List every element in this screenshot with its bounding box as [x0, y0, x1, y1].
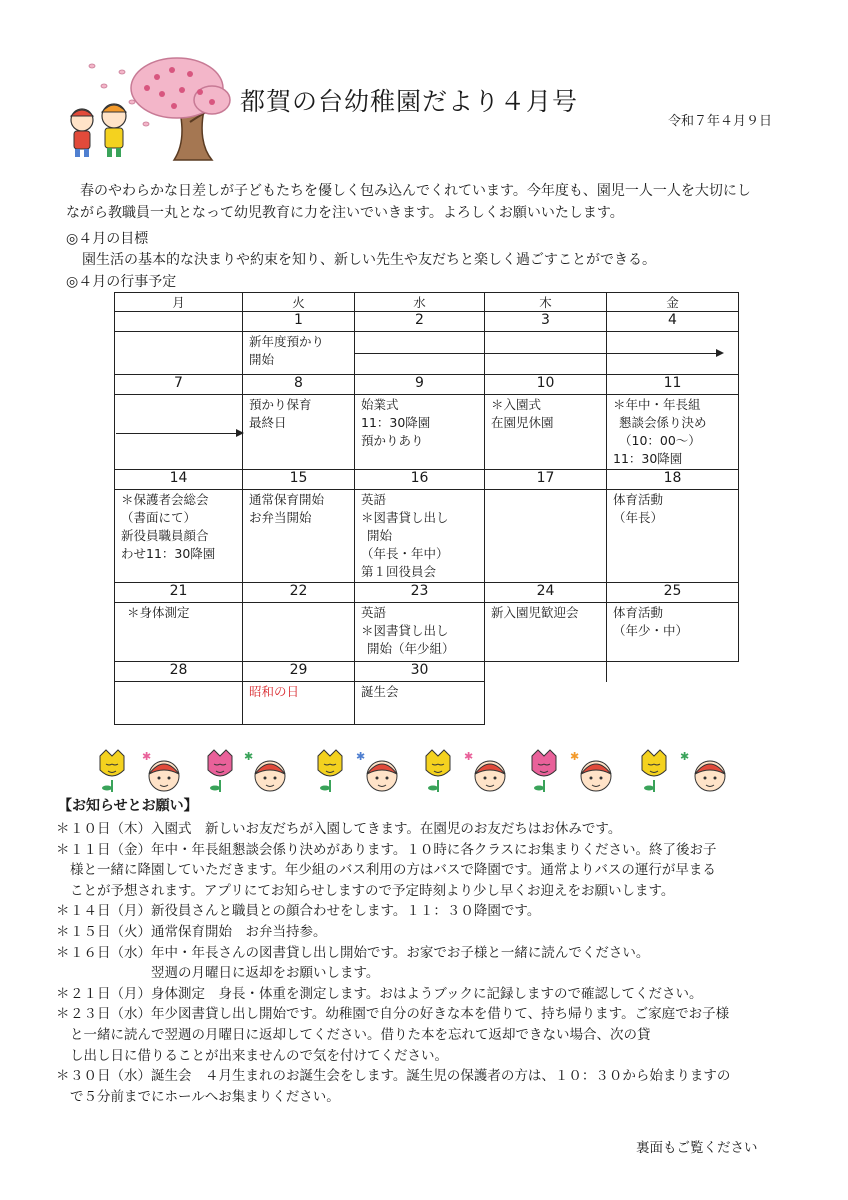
notice-line: ２１日（月）身体測定 身長・体重を測定します。おはようブックに記録しますので確認してください。: [70, 985, 703, 1002]
event-line: 11：30降園: [613, 451, 683, 466]
event-line: ＊図書貸し出し: [361, 623, 449, 638]
date-cell: 24: [485, 583, 607, 603]
weekday-thu: 木: [485, 293, 607, 312]
page-title: 都賀の台幼稚園だより４月号: [240, 87, 579, 116]
bullet-star: ＊: [56, 821, 70, 837]
notice-line: 様と一緒に降園していただきます。年少組のバス利用の方はバスで降園です。通常よりバスの運行が早まる: [70, 862, 716, 879]
notice-line: ことが予想されます。アプリにてお知らせしますので予定時刻より少し早くお迎えをお願いします。: [70, 882, 675, 899]
notice-item: [56, 984, 798, 1005]
svg-text:✱: ✱: [680, 750, 690, 763]
date-row: [115, 312, 739, 332]
notice-line: し出し日に借りることが出来ませんので気を付けてください。: [70, 1047, 448, 1064]
date-cell: 14: [115, 470, 243, 490]
event-cell: [243, 395, 355, 470]
decorative-border: [94, 748, 754, 794]
event-line: 在園児休園: [491, 415, 554, 430]
weekday-header-row: [115, 293, 739, 312]
notice-item: [56, 901, 798, 922]
notice-item: [56, 1066, 798, 1107]
date-row: [115, 470, 739, 490]
notice-line: ２３日（水）年少図書貸し出し開始です。幼稚園で自分の好きな本を借りて、持ち帰ります。ご家庭でお子様: [70, 1006, 730, 1023]
event-line: （年長・年中）: [361, 546, 449, 561]
svg-text:✱: ✱: [244, 750, 254, 763]
child-face-icon: [475, 761, 505, 791]
date-cell: 16: [355, 470, 485, 490]
event-cell: [115, 603, 243, 662]
tulip-face-icon: [100, 750, 124, 792]
notice-item: [56, 819, 798, 840]
event-cell: [355, 603, 485, 662]
child-face-icon: [255, 761, 285, 791]
event-line: 通常保育開始: [249, 492, 325, 507]
notice-line: で５分前までにホールへお集まりください。: [70, 1088, 340, 1105]
event-cell: [115, 395, 243, 470]
date-cell: 10: [485, 375, 607, 395]
event-line: ＊身体測定: [127, 605, 190, 620]
footer-note: 裏面もご覧ください: [636, 1140, 758, 1156]
svg-text:✱: ✱: [464, 750, 474, 763]
notices-list: [56, 819, 798, 1107]
event-line: 誕生会: [361, 684, 399, 699]
event-cell: [115, 332, 243, 375]
notice-item: [56, 840, 798, 902]
date-cell: 3: [485, 312, 607, 332]
event-calendar: [114, 292, 739, 725]
date-cell: 9: [355, 375, 485, 395]
goal-text: 園生活の基本的な決まりや約束を知り、新しい先生や友だちと楽しく過ごすことができる。: [82, 252, 656, 268]
bullet-star: ＊: [56, 1068, 70, 1085]
continuation-arrow: [116, 433, 242, 434]
event-line: ＊入園式: [491, 397, 542, 412]
bullet-star: ＊: [56, 903, 70, 920]
weekday-fri: 金: [607, 293, 739, 312]
date-cell: 25: [607, 583, 739, 603]
goal-heading: ◎４月の目標: [66, 231, 149, 247]
empty-cell: [485, 682, 607, 725]
weekday-mon: 月: [115, 293, 243, 312]
intro-paragraph: [66, 180, 786, 224]
empty-cell: [607, 682, 739, 725]
event-line: ＊年中・年長組: [613, 397, 701, 412]
event-cell: [607, 490, 739, 583]
bullet-star: ＊: [56, 923, 70, 940]
child-face-icon: [367, 761, 397, 791]
event-line: お弁当開始: [249, 510, 312, 525]
bullet-star: ＊: [56, 1006, 70, 1023]
event-cell: [485, 490, 607, 583]
event-cell: [485, 603, 607, 662]
bullet-star: ＊: [56, 944, 70, 961]
svg-text:✱: ✱: [142, 750, 152, 763]
notice-item: [56, 1004, 798, 1066]
event-row: [115, 395, 739, 470]
event-cell: [355, 682, 485, 725]
issue-date: 令和７年４月９日: [668, 114, 773, 129]
tulip-face-icon: [642, 750, 666, 792]
continuation-arrow: [354, 353, 722, 354]
event-line: 英語: [361, 492, 387, 507]
event-row: [115, 682, 739, 725]
event-cell: [607, 603, 739, 662]
intro-line: 春のやわらかな日差しが子どもたちを優しく包み込んでくれています。今年度も、園児一人一人を大切にし: [80, 183, 751, 199]
event-line: 新年度預かり: [249, 334, 325, 349]
date-cell: 7: [115, 375, 243, 395]
notices-heading: 【お知らせとお願い】: [58, 798, 198, 814]
notice-item: [56, 943, 798, 984]
notice-line: １６日（水）年中・年長さんの図書貸し出し開始です。お家でお子様と一緒に読んでください。: [70, 944, 650, 961]
event-line: 第１回役員会: [361, 564, 437, 579]
children-icon: [71, 104, 126, 157]
event-line: （10：00〜）: [619, 433, 701, 448]
date-cell: 18: [607, 470, 739, 490]
event-line: 預かり保育: [249, 397, 312, 412]
event-cell: [115, 490, 243, 583]
event-line: ＊図書貸し出し: [361, 510, 449, 525]
date-cell: 8: [243, 375, 355, 395]
date-cell: 15: [243, 470, 355, 490]
event-line: 英語: [361, 605, 387, 620]
event-line: 預かりあり: [361, 433, 424, 448]
tulip-face-icon: [318, 750, 342, 792]
event-line: （年長）: [613, 510, 664, 525]
event-line: 始業式: [361, 397, 399, 412]
date-cell: 21: [115, 583, 243, 603]
event-line: 新入園児歓迎会: [491, 605, 579, 620]
event-row: [115, 603, 739, 662]
event-line: ＊保護者会総会: [121, 492, 209, 507]
event-cell: [243, 490, 355, 583]
bullet-star: ＊: [56, 841, 70, 858]
weekday-tue: 火: [243, 293, 355, 312]
date-cell: 4: [607, 312, 739, 332]
child-face-icon: [581, 761, 611, 791]
event-line: わせ11：30降園: [121, 546, 216, 561]
event-line: 開始（年少組）: [367, 641, 455, 656]
tulip-face-icon: [532, 750, 556, 792]
notice-line: 翌週の月曜日に返却をお願いします。: [70, 965, 380, 982]
event-line: 最終日: [249, 415, 287, 430]
date-cell: 17: [485, 470, 607, 490]
schedule-heading: ◎４月の行事予定: [66, 274, 177, 290]
notice-line: １０日（木）入園式 新しいお友だちが入園してきます。在園児のお友だちはお休みです。: [70, 821, 622, 837]
child-face-icon: [149, 761, 179, 791]
notice-line: １５日（火）通常保育開始 お弁当持参。: [70, 923, 327, 940]
cherry-blossom-illustration: [62, 52, 234, 164]
event-cell: [485, 395, 607, 470]
weekday-wed: 水: [355, 293, 485, 312]
date-cell: 29: [243, 662, 355, 682]
bullet-star: ＊: [56, 985, 70, 1002]
date-row: [115, 375, 739, 395]
event-cell: [115, 682, 243, 725]
child-face-icon: [695, 761, 725, 791]
notice-item: [56, 922, 798, 943]
event-line: 体育活動: [613, 492, 664, 507]
event-cell: [243, 603, 355, 662]
date-cell: [115, 312, 243, 332]
date-cell: 22: [243, 583, 355, 603]
event-line: 11：30降園: [361, 415, 431, 430]
event-line: 体育活動: [613, 605, 664, 620]
notice-line: と一緒に読んで翌週の月曜日に返却してください。借りた本を忘れて返却できない場合、次の貸: [70, 1026, 651, 1043]
tulip-face-icon: [426, 750, 450, 792]
date-cell: 28: [115, 662, 243, 682]
event-line: （書面にて）: [121, 510, 197, 525]
svg-text:✱: ✱: [570, 750, 580, 763]
event-line: 新役員職員顔合: [121, 528, 209, 543]
date-cell: 1: [243, 312, 355, 332]
event-cell: [607, 395, 739, 470]
date-cell: 11: [607, 375, 739, 395]
event-cell: [355, 490, 485, 583]
notice-line: １４日（月）新役員さんと職員との顔合わせをします。１１：３０降園です。: [70, 903, 541, 920]
svg-text:✱: ✱: [356, 750, 366, 763]
notice-line: ３０日（水）誕生会 ４月生まれのお誕生会をします。誕生児の保護者の方は、１０：３０から始まりますの: [70, 1068, 731, 1085]
tulip-face-icon: [208, 750, 232, 792]
intro-line: ながら教職員一丸となって幼児教育に力を注いでいきます。よろしくお願いいたします。: [66, 205, 624, 221]
event-row: [115, 490, 739, 583]
notice-line: １１日（金）年中・年長組懇談会係り決めがあります。１０時に各クラスにお集まりください。終了後お子: [70, 841, 717, 858]
event-line: 懇談会係り決め: [619, 415, 707, 430]
date-row: [115, 583, 739, 603]
empty-cell: [607, 662, 739, 682]
event-cell: [243, 682, 355, 725]
date-cell: 23: [355, 583, 485, 603]
empty-cell: [485, 662, 607, 682]
event-cell: [243, 332, 355, 375]
holiday-label: 昭和の日: [249, 684, 300, 699]
date-cell: 30: [355, 662, 485, 682]
date-cell: 2: [355, 312, 485, 332]
event-line: 開始: [367, 528, 393, 543]
event-line: （年少・中）: [613, 623, 689, 638]
event-line: 開始: [249, 352, 275, 367]
event-cell: [355, 395, 485, 470]
date-row: [115, 662, 739, 682]
